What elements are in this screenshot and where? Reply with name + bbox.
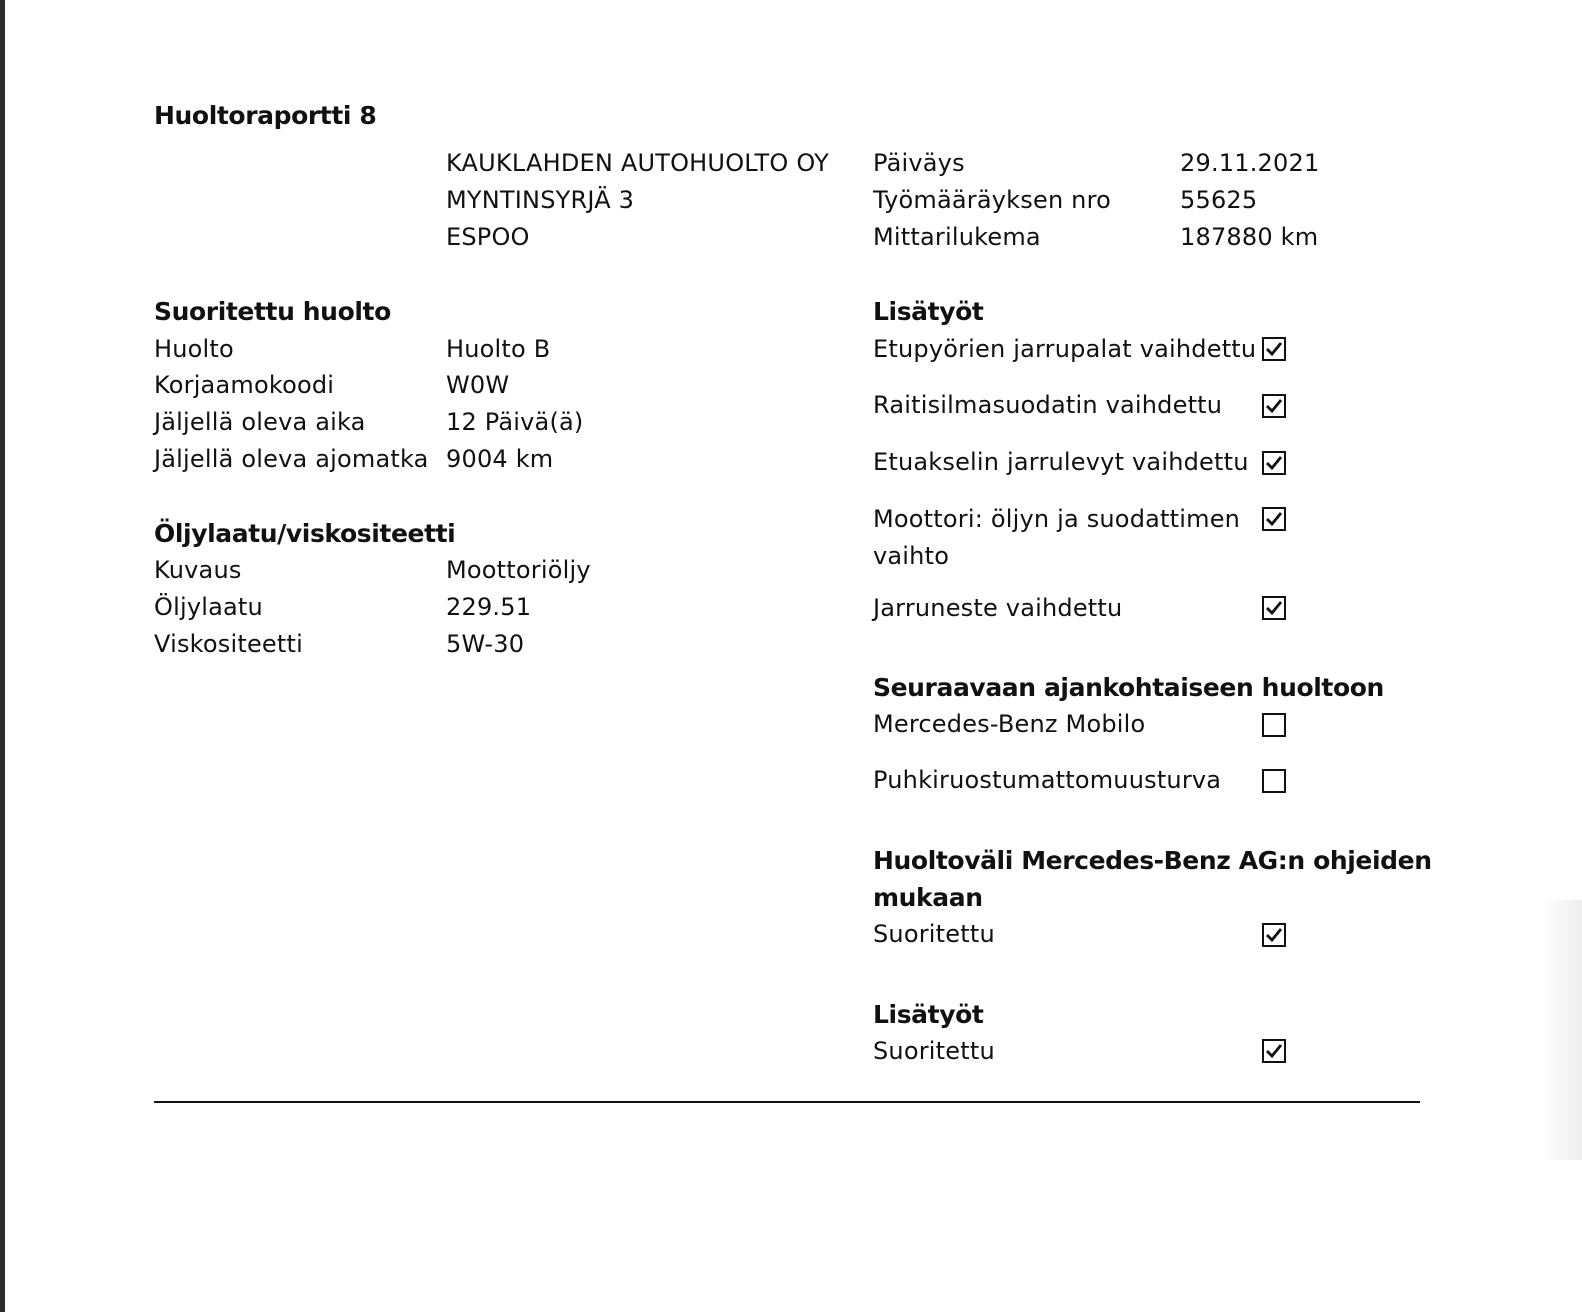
checkmark-icon bbox=[1264, 1041, 1284, 1061]
service-value: Huolto B bbox=[446, 335, 551, 363]
oil-description-value: Moottoriöljy bbox=[446, 556, 591, 584]
interval-heading: Huoltoväli Mercedes-Benz AG:n ohjeiden bbox=[873, 846, 1432, 875]
checkmark-icon bbox=[1264, 509, 1284, 529]
extra-work-item-label: Etupyörien jarrupalat vaihdettu bbox=[873, 335, 1257, 363]
oil-quality-label: Öljylaatu bbox=[154, 593, 263, 621]
divider bbox=[154, 1101, 1420, 1103]
checkbox-checked[interactable] bbox=[1262, 394, 1286, 418]
checkbox-unchecked[interactable] bbox=[1262, 713, 1286, 737]
checkbox-checked[interactable] bbox=[1262, 337, 1286, 361]
interval-item-label: Suoritettu bbox=[873, 920, 995, 948]
checkbox-unchecked[interactable] bbox=[1262, 769, 1286, 793]
extra-work-heading: Lisätyöt bbox=[873, 297, 984, 326]
order-number-label: Työmääräyksen nro bbox=[873, 186, 1112, 214]
next-service-heading: Seuraavaan ajankohtaiseen huoltoon bbox=[873, 673, 1384, 702]
workshop-code-label: Korjaamokoodi bbox=[154, 371, 335, 399]
workshop-code-value: W0W bbox=[446, 371, 510, 399]
extra-work-2-item-label: Suoritettu bbox=[873, 1037, 995, 1065]
next-service-item-label: Puhkiruostumattomuusturva bbox=[873, 766, 1222, 794]
checkbox-checked[interactable] bbox=[1262, 923, 1286, 947]
extra-work-item-label: Raitisilmasuodatin vaihdettu bbox=[873, 391, 1223, 419]
odometer-label: Mittarilukema bbox=[873, 223, 1041, 251]
extra-work-item-label-cont: vaihto bbox=[873, 542, 950, 570]
extra-work-2-heading: Lisätyöt bbox=[873, 1000, 984, 1029]
checkbox-checked[interactable] bbox=[1262, 451, 1286, 475]
checkmark-icon bbox=[1264, 396, 1284, 416]
remaining-distance-label: Jäljellä oleva ajomatka bbox=[154, 445, 429, 473]
checkmark-icon bbox=[1264, 598, 1284, 618]
extra-work-item-label: Etuakselin jarrulevyt vaihdettu bbox=[873, 448, 1249, 476]
service-label: Huolto bbox=[154, 335, 234, 363]
viscosity-label: Viskositeetti bbox=[154, 630, 303, 658]
checkbox-checked[interactable] bbox=[1262, 507, 1286, 531]
remaining-time-label: Jäljellä oleva aika bbox=[154, 408, 366, 436]
oil-quality-value: 229.51 bbox=[446, 593, 532, 621]
checkmark-icon bbox=[1264, 453, 1284, 473]
viscosity-value: 5W-30 bbox=[446, 630, 525, 658]
remaining-time-value: 12 Päivä(ä) bbox=[446, 408, 584, 436]
workshop-name: KAUKLAHDEN AUTOHUOLTO OY bbox=[446, 149, 829, 177]
window-edge bbox=[0, 0, 5, 1312]
oil-description-label: Kuvaus bbox=[154, 556, 242, 584]
next-service-item-label: Mercedes-Benz Mobilo bbox=[873, 710, 1146, 738]
workshop-city: ESPOO bbox=[446, 223, 530, 251]
oil-heading: Öljylaatu/viskositeetti bbox=[154, 519, 456, 548]
order-number-value: 55625 bbox=[1180, 186, 1258, 214]
service-heading: Suoritettu huolto bbox=[154, 297, 391, 326]
checkmark-icon bbox=[1264, 339, 1284, 359]
date-value: 29.11.2021 bbox=[1180, 149, 1320, 177]
checkmark-icon bbox=[1264, 925, 1284, 945]
report-title: Huoltoraportti 8 bbox=[154, 101, 377, 130]
odometer-value: 187880 km bbox=[1180, 223, 1319, 251]
date-label: Päiväys bbox=[873, 149, 965, 177]
checkbox-checked[interactable] bbox=[1262, 1039, 1286, 1063]
interval-heading-cont: mukaan bbox=[873, 883, 983, 912]
workshop-street: MYNTINSYRJÄ 3 bbox=[446, 186, 635, 214]
checkbox-checked[interactable] bbox=[1262, 596, 1286, 620]
extra-work-item-label: Moottori: öljyn ja suodattimen bbox=[873, 505, 1241, 533]
extra-work-item-label: Jarruneste vaihdettu bbox=[873, 594, 1123, 622]
page-shadow bbox=[1542, 900, 1582, 1160]
remaining-distance-value: 9004 km bbox=[446, 445, 554, 473]
